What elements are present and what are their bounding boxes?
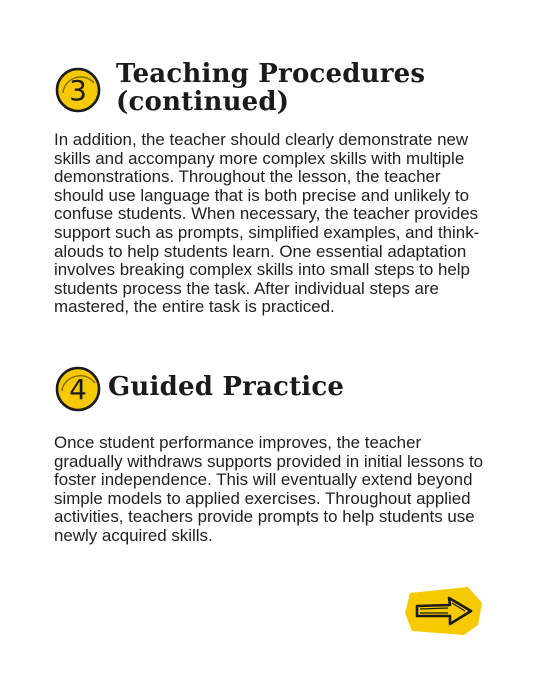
section-3-title bbox=[116, 60, 425, 116]
section-3-title-line-1: Teaching Procedures bbox=[116, 59, 426, 89]
section-4-title: Guided Practice bbox=[108, 372, 345, 402]
arrow-right-icon[interactable] bbox=[404, 585, 484, 637]
number-3-badge-icon bbox=[54, 66, 102, 114]
section-3-title-line-2: (continued) bbox=[116, 87, 290, 117]
section-4-body: Once student performance improves, the teacher gradually withdraws supports provided in initial lessons to foster independence. This will eventually extend beyond simple models to applied exercises. Throughout applied activities, teachers provide prompts to help students use newly acquired skills. bbox=[54, 433, 484, 545]
badge-number-3: 3 bbox=[69, 74, 87, 107]
number-4-badge-icon bbox=[54, 365, 102, 413]
section-3-body: In addition, the teacher should clearly demonstrate new skills and accompany more complex skills with multiple demonstrations. Throughout the lesson, the teacher should use language that is both precise and unlikely to confuse students. When necessary, the teacher provides support such as prompts, simplified examples, and think-alouds to help students learn. One essential adaptation involves breaking complex skills into small steps to help students process the task. After individual steps are mastered, the entire task is practiced. bbox=[54, 130, 480, 317]
badge-number-4: 4 bbox=[69, 373, 87, 406]
